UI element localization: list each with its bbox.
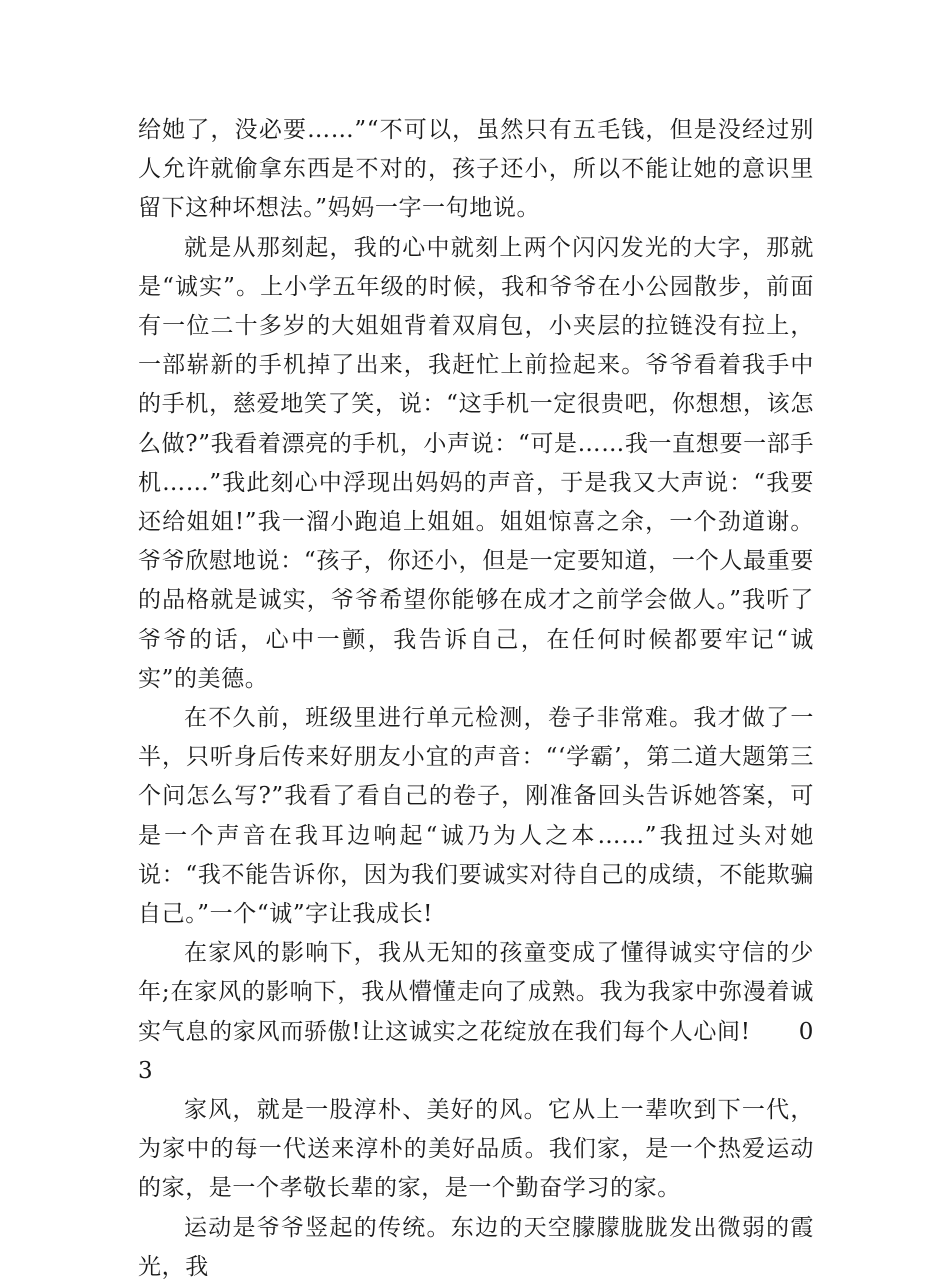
paragraph-2: 就是从那刻起，我的心中就刻上两个闪闪发光的大字，那就是“诚实”。上小学五年级的时候，我和爷爷在小公园散步，前面有一位二十多岁的大姐姐背着双肩包，小夹层的拉链没有拉上，一部崭新的手机掉了出来，我赶忙上前捡起来。爷爷看着我手中的手机，慈爱地笑了笑，说：“这手机一定很贵吧，你想想，该怎么做?”我看着漂亮的手机，小声说：“可是……我一直想要一部手机……”我此刻心中浮现出妈妈的声音，于是我又大声说：“我要还给姐姐!”我一溜小跑追上姐姐。姐姐惊喜之余，一个劲道谢。爷爷欣慰地说：“孩子，你还小，但是一定要知道，一个人最重要的品格就是诚实，爷爷希望你能够在成才之前学会做人。”我听了爷爷的话，心中一颤，我告诉自己，在任何时候都要牢记“诚实”的美德。 xyxy=(138,234,814,692)
paragraph-1: 给她了，没必要……”“不可以，虽然只有五毛钱，但是没经过别人允许就偷拿东西是不对的，孩子还小，所以不能让她的意识里留下这种坏想法。”妈妈一字一句地说。 xyxy=(138,117,814,222)
paragraph-4: 在家风的影响下，我从无知的孩童变成了懂得诚实守信的少年;在家风的影响下，我从懵懂走向了成熟。我为我家中弥漫着诚实气息的家风而骄傲!让这诚实之花绽放在我们每个人心间! 03 xyxy=(138,940,814,1084)
paragraph-6: 运动是爷爷竖起的传统。东边的天空朦朦胧胧发出微弱的霞光，我 xyxy=(138,1214,814,1280)
paragraph-5: 家风，就是一股淳朴、美好的风。它从上一辈吹到下一代，为家中的每一代送来淳朴的美好品质。我们家，是一个热爱运动的家，是一个孝敬长辈的家，是一个勤奋学习的家。 xyxy=(138,1097,814,1202)
paragraph-3: 在不久前，班级里进行单元检测，卷子非常难。我才做了一半，只听身后传来好朋友小宜的声音：“‘学霸’，第二道大题第三个问怎么写?”我看了看自己的卷子，刚准备回头告诉她答案，可是一个声音在我耳边响起“诚乃为人之本……”我扭过头对她说：“我不能告诉你，因为我们要诚实对待自己的成绩，不能欺骗自己。”一个“诚”字让我成长! xyxy=(138,705,814,928)
document-body xyxy=(138,111,814,1287)
